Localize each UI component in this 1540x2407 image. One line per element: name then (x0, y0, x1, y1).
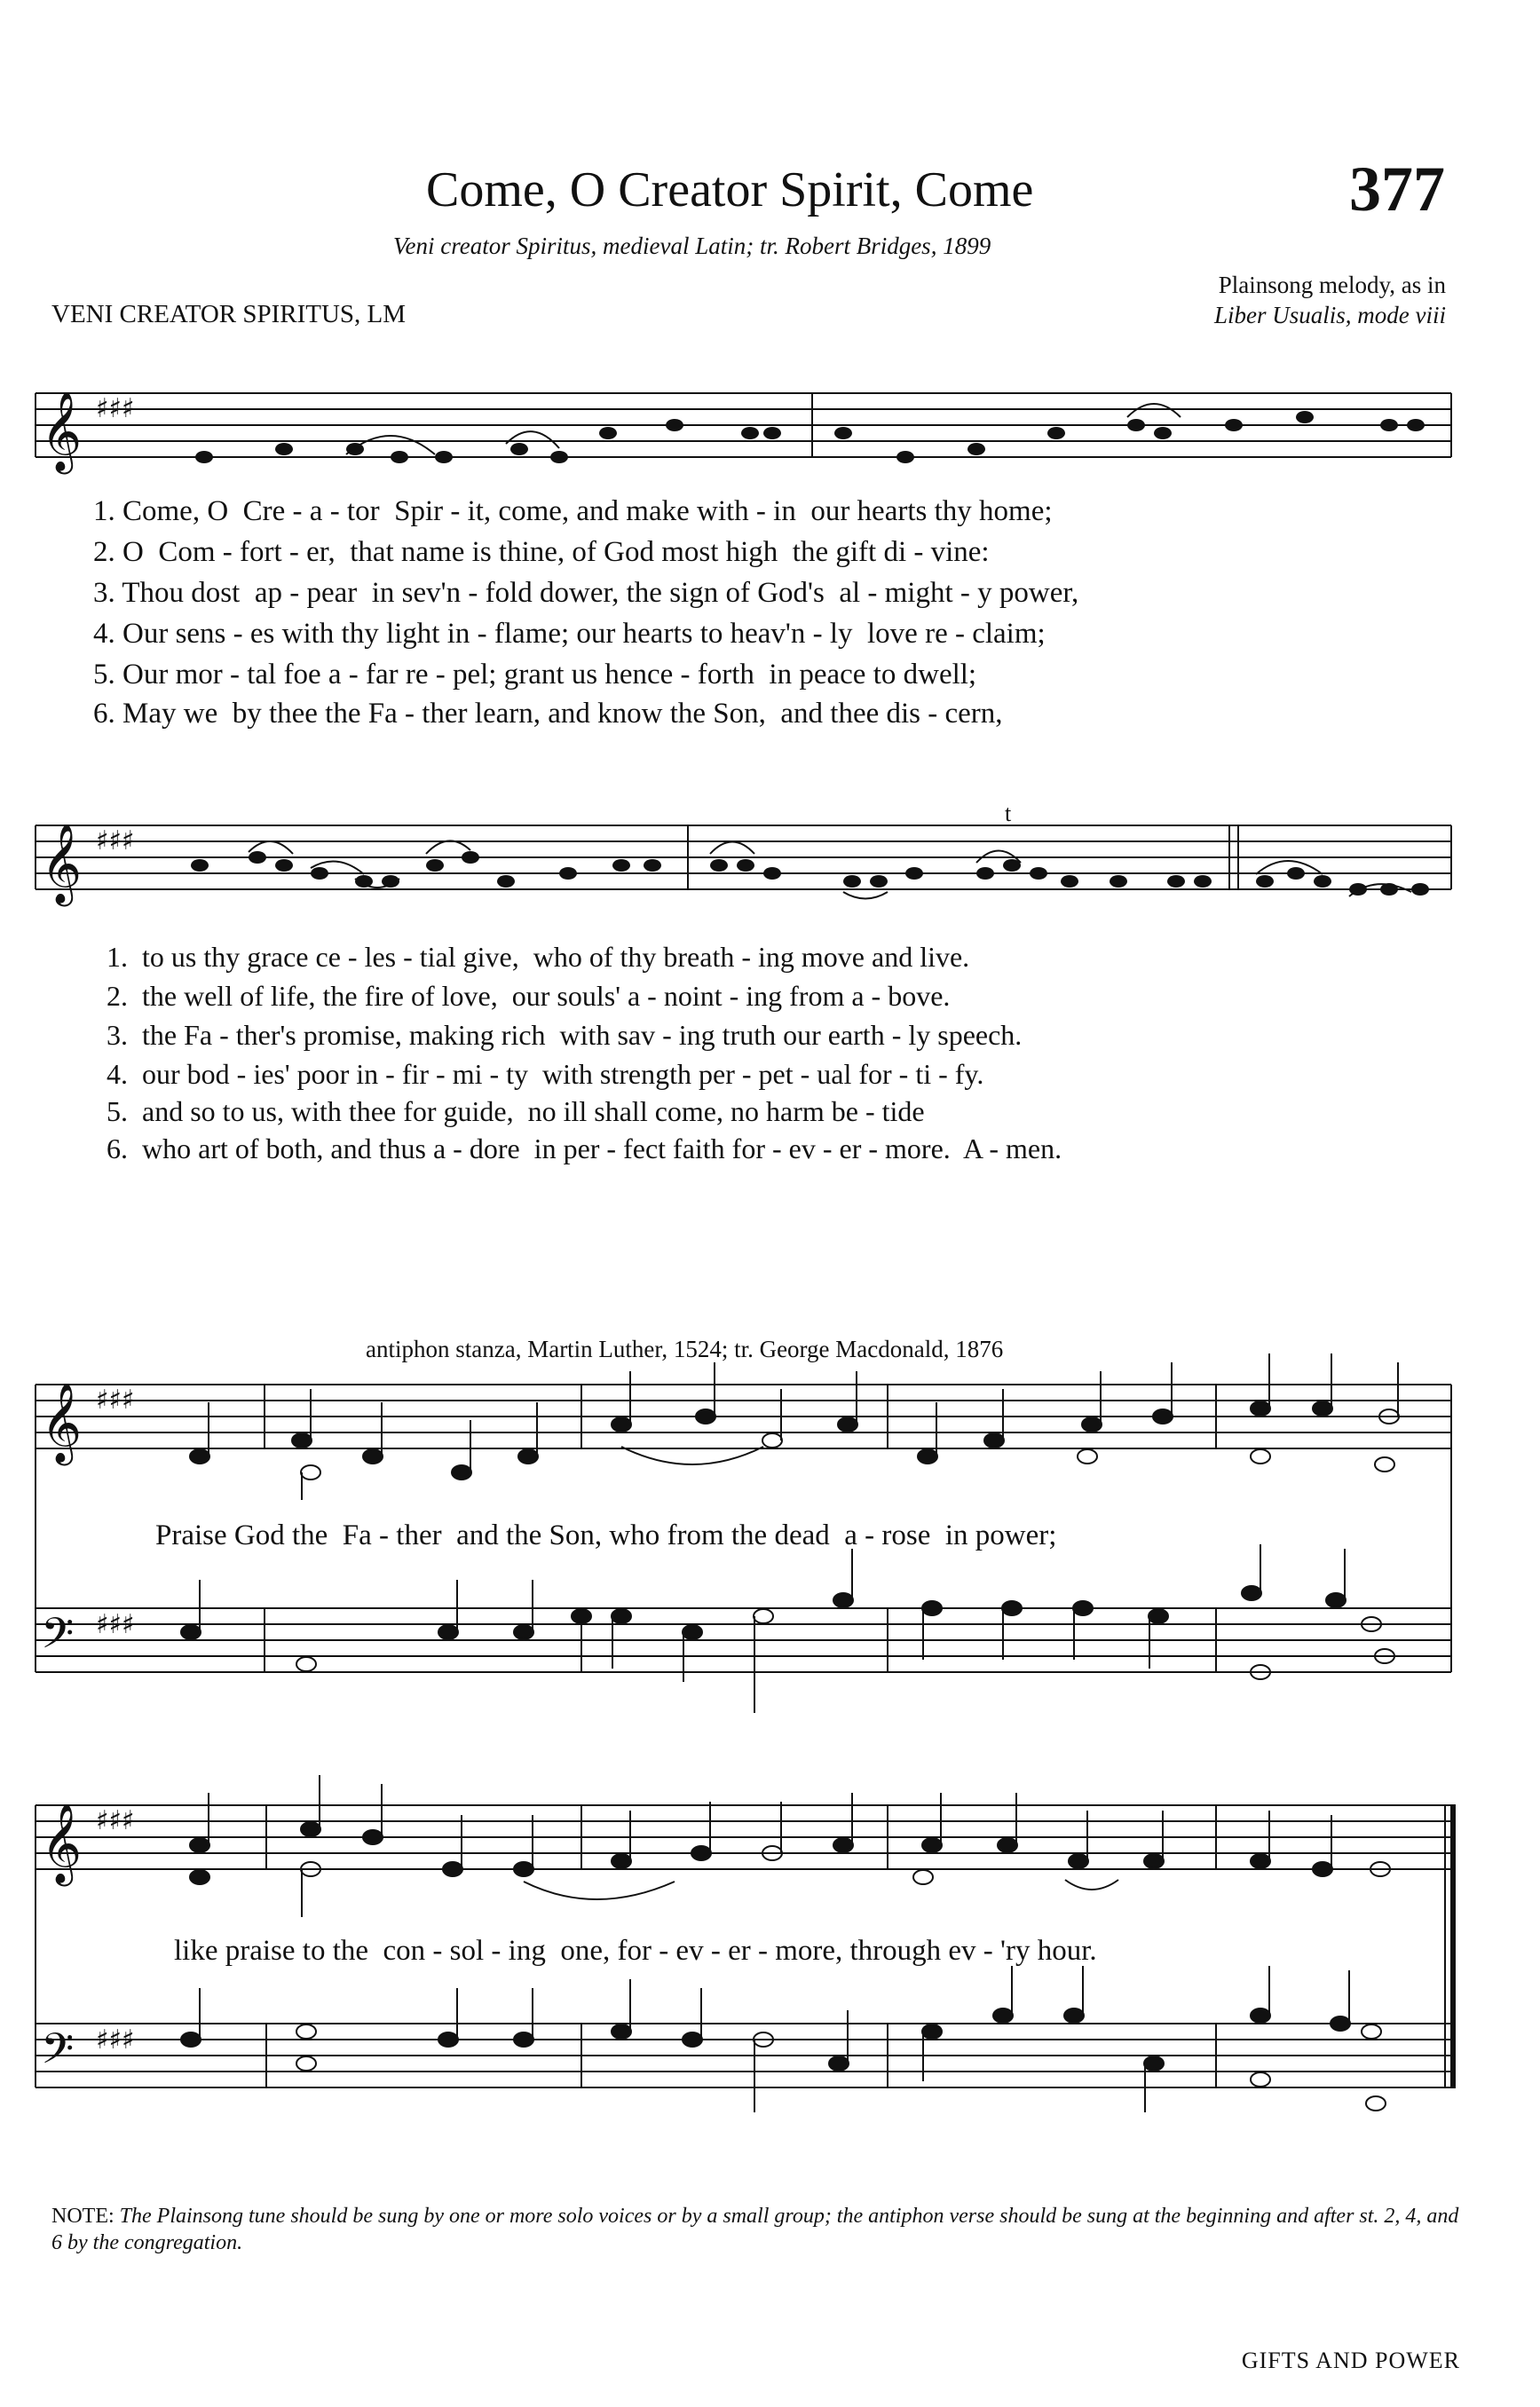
verse-2-line1: 2. O Com - fort - er, that name is thine, of God most high the gift di - vine: (93, 536, 990, 568)
footnote-text: The Plainsong tune should be sung by one or more solo voices or by a small group; the antiphon verse should be sung at the beginning and after st. 2, 4, and 6 by the congregation. (51, 2205, 1459, 2254)
footnote (51, 2203, 1472, 2256)
svg-text:♯♯♯: ♯♯♯ (96, 1609, 135, 1640)
svg-text:𝄢: 𝄢 (41, 1608, 75, 1669)
verse-6-line2: 6. who art of both, and thus a - dore in per - fect faith for - ev - er - more. A - men. (107, 1132, 1062, 1164)
antiphon-lyric-line2: like praise to the con - sol - ing one, for - ev - er - more, through ev - 'ry hour. (174, 1935, 1097, 1967)
svg-text:𝄞: 𝄞 (41, 824, 83, 904)
verse-2-line2: 2. the well of life, the fire of love, our souls' a - noint - ing from a - bove. (107, 980, 951, 1012)
verse-5-line2: 5. and so to us, with thee for guide, no ill shall come, no harm be - tide (107, 1095, 925, 1127)
verse-4-line2: 4. our bod - ies' poor in - fir - mi - ty with strength per - pet - ual for - ti - fy. (107, 1058, 984, 1090)
verse-3-line1: 3. Thou dost ap - pear in sev'n - fold dower, the sign of God's al - might - y power, (93, 577, 1079, 609)
svg-text:♯♯♯: ♯♯♯ (96, 1805, 135, 1836)
footnote-label: NOTE: (51, 2205, 115, 2228)
svg-text:𝄞: 𝄞 (41, 391, 83, 471)
verse-4-line1: 4. Our sens - es with thy light in - flame; our hearts to heav'n - ly love re - claim; (93, 618, 1046, 650)
svg-text:𝄞: 𝄞 (41, 1383, 83, 1463)
verse-1-line2: 1. to us thy grace ce - les - tial give, who of thy breath - ing move and live. (107, 941, 970, 973)
tune-name: VENI CREATOR SPIRITUS, LM (51, 300, 407, 328)
antiphon-source: antiphon stanza, Martin Luther, 1524; tr. George Macdonald, 1876 (366, 1336, 1004, 1362)
svg-text:t: t (1005, 801, 1012, 826)
hymn-number: 377 (1349, 154, 1445, 225)
svg-text:♯♯♯: ♯♯♯ (96, 1385, 135, 1416)
tune-source-line2: Liber Usualis, mode viii (1214, 302, 1446, 328)
svg-text:𝄢: 𝄢 (41, 2024, 75, 2084)
verse-6-line1: 6. May we by thee the Fa - ther learn, and know the Son, and thee dis - cern, (93, 698, 1003, 730)
svg-text:♯♯♯: ♯♯♯ (96, 825, 135, 856)
svg-text:♯♯♯: ♯♯♯ (96, 393, 135, 424)
text-source: Veni creator Spiritus, medieval Latin; tr. Robert Bridges, 1899 (393, 233, 991, 259)
svg-text:𝄞: 𝄞 (41, 1803, 83, 1883)
antiphon-lyric-line1: Praise God the Fa - ther and the Son, who from the dead a - rose in power; (155, 1519, 1057, 1551)
svg-text:♯♯♯: ♯♯♯ (96, 2024, 135, 2056)
verse-1-line1: 1. Come, O Cre - a - tor Spir - it, come, and make with - in our hearts thy home; (93, 495, 1053, 527)
section-footer: GIFTS AND POWER (1241, 2348, 1460, 2373)
verse-5-line1: 5. Our mor - tal foe a - far re - pel; grant us hence - forth in peace to dwell; (93, 659, 977, 691)
verse-3-line2: 3. the Fa - ther's promise, making rich with sav - ing truth our earth - ly speech. (107, 1019, 1023, 1051)
tune-source-line1: Plainsong melody, as in (1218, 272, 1446, 298)
hymn-title: Come, O Creator Spirit, Come (426, 162, 1034, 217)
